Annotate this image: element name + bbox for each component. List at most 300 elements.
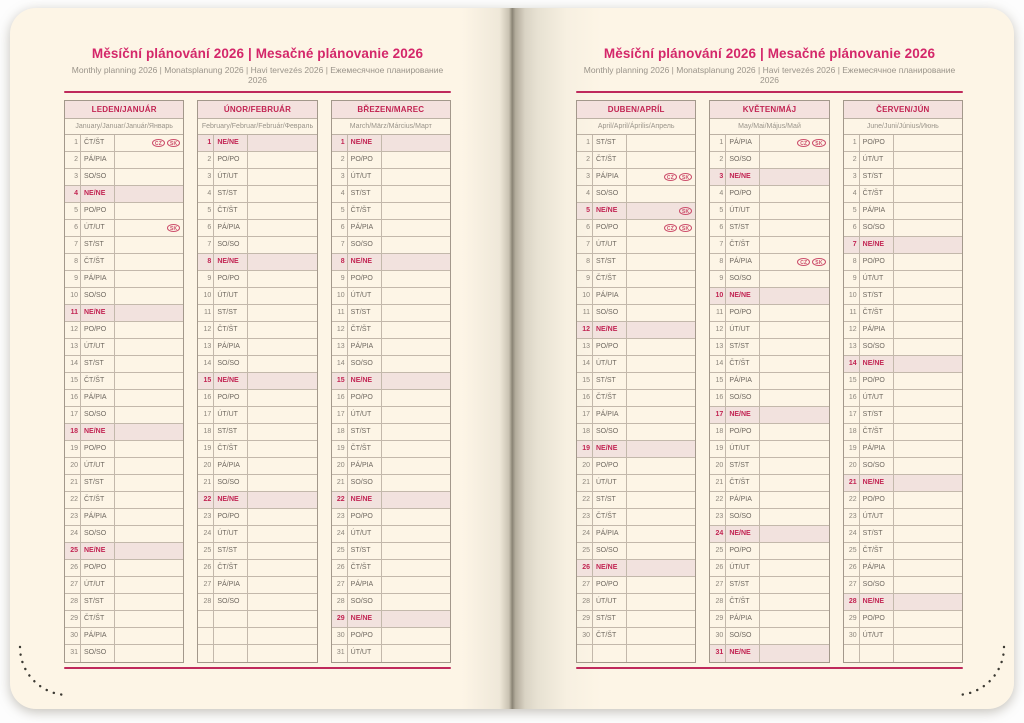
day-name: PÁ/PIA [593,526,627,542]
notes-cell [248,152,316,168]
day-row [710,373,828,390]
day-number: 12 [65,322,81,338]
day-number: 17 [577,407,593,423]
day-name: SO/SO [81,407,115,423]
month-name: ČERVEN/JÚN [844,101,962,119]
day-name: NE/NE [726,645,760,662]
day-name: SO/SO [860,220,894,236]
day-row [577,441,695,458]
day-name: ÚT/UT [348,288,382,304]
day-row [844,407,962,424]
notes-cell [627,407,695,423]
day-name: ČT/ŠT [593,271,627,287]
day-number: 13 [844,339,860,355]
day-number: 24 [710,526,726,542]
day-number: 19 [844,441,860,457]
day-row [65,526,183,543]
day-row [65,271,183,288]
day-name: SO/SO [348,594,382,610]
notes-cell [115,339,183,355]
day-number: 4 [844,186,860,202]
day-name: PO/PO [348,152,382,168]
day-name: PO/PO [860,492,894,508]
day-row [198,135,316,152]
day-row [710,322,828,339]
day-name: ČT/ŠT [214,203,248,219]
day-name: PÁ/PIA [860,560,894,576]
day-number: 30 [844,628,860,644]
day-name: PÁ/PIA [348,458,382,474]
day-row [844,135,962,152]
day-number: 30 [710,628,726,644]
day-name: ČT/ŠT [81,254,115,270]
notes-cell [115,526,183,542]
day-name: ČT/ŠT [214,560,248,576]
day-name: PO/PO [860,373,894,389]
day-name: SO/SO [593,186,627,202]
day-name: ST/ST [348,186,382,202]
day-name: SO/SO [214,356,248,372]
day-row [332,645,450,662]
day-row [198,645,316,662]
day-name: SO/SO [860,339,894,355]
holiday-badge-sk: SK [679,224,692,232]
notes-cell [760,305,828,321]
month-languages: May/Mai/Május/Май [710,119,828,135]
day-row [65,424,183,441]
day-row [65,543,183,560]
day-name: PÁ/PIA [214,577,248,593]
day-name: PO/PO [214,390,248,406]
notes-cell [115,288,183,304]
day-number: 28 [577,594,593,610]
notes-cell [894,611,962,627]
notes-cell [115,203,183,219]
notes-cell [248,543,316,559]
day-name: PO/PO [726,305,760,321]
notes-cell [248,169,316,185]
day-row [710,628,828,645]
month-languages: February/Februar/Február/Февраль [198,119,316,135]
day-number: 6 [198,220,214,236]
day-name: PO/PO [860,135,894,151]
day-name: NE/NE [348,611,382,627]
day-name: PÁ/PIA [726,611,760,627]
day-number: 16 [198,390,214,406]
day-row [65,288,183,305]
day-name: ST/ST [726,577,760,593]
day-number: 7 [844,237,860,253]
day-number: 11 [332,305,348,321]
month-column-4 [576,100,696,663]
day-name: PÁ/PIA [348,339,382,355]
day-number: 22 [198,492,214,508]
day-name: NE/NE [214,254,248,270]
notes-cell [115,645,183,662]
day-row [577,407,695,424]
day-name: NE/NE [214,492,248,508]
day-name: NE/NE [593,322,627,338]
day-name: ÚT/UT [348,407,382,423]
notes-cell [115,271,183,287]
day-row [844,611,962,628]
day-number: 19 [710,441,726,457]
day-number: 19 [577,441,593,457]
page-subtitle: Monthly planning 2026 | Monatsplanung 2026 | Havi tervezés 2026 | Ежемесячное планирование 2026 [583,65,956,85]
notes-cell [115,135,183,151]
day-row [710,526,828,543]
day-number: 8 [710,254,726,270]
notes-cell [382,543,450,559]
day-number: 2 [844,152,860,168]
day-name: SO/SO [726,628,760,644]
notes-cell [760,373,828,389]
day-row [577,254,695,271]
day-number: 7 [198,237,214,253]
day-name: ST/ST [214,424,248,440]
day-number: 1 [844,135,860,151]
day-row [198,322,316,339]
day-name: ČT/ŠT [81,373,115,389]
notes-cell [382,152,450,168]
day-row [65,237,183,254]
notes-cell [115,628,183,644]
day-row [332,628,450,645]
day-number: 21 [198,475,214,491]
day-name: ČT/ŠT [348,322,382,338]
day-number: 5 [844,203,860,219]
day-name: ÚT/UT [81,458,115,474]
day-number: 26 [577,560,593,576]
day-number: 6 [577,220,593,236]
day-name: NE/NE [81,424,115,440]
day-row [65,373,183,390]
day-row [710,458,828,475]
day-row [332,203,450,220]
day-number: 14 [332,356,348,372]
day-number: 3 [65,169,81,185]
day-number: 8 [332,254,348,270]
day-name: NE/NE [593,203,627,219]
day-number: 11 [577,305,593,321]
notes-cell [760,288,828,304]
day-name: ST/ST [214,186,248,202]
notes-cell [248,645,316,662]
day-number: 2 [577,152,593,168]
day-number: 22 [844,492,860,508]
notes-cell [627,152,695,168]
day-name: PO/PO [348,509,382,525]
holiday-badge-cz: CZ [152,139,165,147]
day-name: PO/PO [593,339,627,355]
day-row [577,526,695,543]
notes-cell [115,254,183,270]
day-row [710,135,828,152]
day-row [710,254,828,271]
notes-cell [248,458,316,474]
day-number: 17 [844,407,860,423]
day-number: 27 [710,577,726,593]
day-row [577,458,695,475]
day-name: NE/NE [81,186,115,202]
day-row [844,339,962,356]
day-name: ČT/ŠT [726,356,760,372]
day-name: PÁ/PIA [214,220,248,236]
day-name: PÁ/PIA [81,271,115,287]
notes-cell [248,611,316,627]
day-name: PO/PO [214,152,248,168]
notes-cell [627,543,695,559]
day-number: 28 [198,594,214,610]
notes-cell [115,305,183,321]
day-number: 16 [844,390,860,406]
day-number: 24 [65,526,81,542]
day-name: PO/PO [593,220,627,236]
day-number: 13 [710,339,726,355]
notes-cell [115,407,183,423]
notes-cell [115,390,183,406]
day-number: 6 [65,220,81,236]
day-name: ST/ST [348,305,382,321]
day-number: 30 [332,628,348,644]
day-row [198,203,316,220]
day-row [65,441,183,458]
day-row [844,458,962,475]
day-row [65,186,183,203]
notes-cell [760,220,828,236]
day-row [710,475,828,492]
day-number: 10 [710,288,726,304]
day-name: PO/PO [81,322,115,338]
day-number: 15 [65,373,81,389]
day-row [198,237,316,254]
day-number: 15 [577,373,593,389]
day-number: 10 [65,288,81,304]
notes-cell [894,339,962,355]
holiday-badge-cz: CZ [664,173,677,181]
notes-cell [382,271,450,287]
day-name: PO/PO [726,186,760,202]
notes-cell [760,135,828,151]
day-row [577,492,695,509]
day-row [577,203,695,220]
day-name: ST/ST [593,254,627,270]
notes-cell [894,135,962,151]
day-name: PÁ/PIA [860,441,894,457]
notes-cell [894,475,962,491]
day-row [65,152,183,169]
day-number: 25 [198,543,214,559]
notes-cell [894,390,962,406]
day-name: ČT/ŠT [81,135,115,151]
notes-cell [115,475,183,491]
day-row [198,305,316,322]
day-row [198,254,316,271]
day-number: 17 [198,407,214,423]
day-name: PÁ/PIA [593,169,627,185]
notes-cell [248,254,316,270]
day-row [65,203,183,220]
day-name: ST/ST [81,356,115,372]
notes-cell [382,220,450,236]
day-number: 5 [198,203,214,219]
day-row [198,407,316,424]
day-number: 20 [198,458,214,474]
day-name: ÚT/UT [81,220,115,236]
day-row [332,135,450,152]
month-column-1 [64,100,184,663]
day-row [844,424,962,441]
day-name: ČT/ŠT [860,424,894,440]
day-row [577,594,695,611]
day-row [710,560,828,577]
notes-cell [894,203,962,219]
day-row [198,492,316,509]
day-number: 22 [332,492,348,508]
day-number: 25 [65,543,81,559]
notes-cell [627,424,695,440]
day-row [577,271,695,288]
day-number: 31 [332,645,348,662]
month-column-5 [709,100,829,663]
day-row [65,577,183,594]
notes-cell [760,594,828,610]
day-name: ST/ST [593,135,627,151]
day-name: ČT/ŠT [593,509,627,525]
day-row [577,288,695,305]
day-number: 14 [65,356,81,372]
notes-cell [760,152,828,168]
day-row [710,203,828,220]
notes-cell [760,322,828,338]
day-row [198,441,316,458]
day-row [332,492,450,509]
day-row [710,424,828,441]
day-number: 20 [332,458,348,474]
day-name: PO/PO [860,611,894,627]
day-name: SO/SO [726,271,760,287]
day-name: NE/NE [860,475,894,491]
day-number: 9 [332,271,348,287]
page-title: Měsíční plánování 2026 | Mesačné plánovanie 2026 [91,46,424,61]
day-row [332,577,450,594]
day-number: 15 [710,373,726,389]
day-row [332,186,450,203]
month-name: BŘEZEN/MAREC [332,101,450,119]
day-name: ST/ST [860,407,894,423]
notes-cell [894,237,962,253]
day-name: NE/NE [726,407,760,423]
day-name: ÚT/UT [860,152,894,168]
day-number: 9 [844,271,860,287]
day-name: PO/PO [593,577,627,593]
day-number: 20 [65,458,81,474]
day-number: 29 [332,611,348,627]
notes-cell [760,424,828,440]
day-number: 2 [332,152,348,168]
day-row [577,186,695,203]
day-number: 17 [65,407,81,423]
day-number: 28 [65,594,81,610]
day-name: ÚT/UT [860,628,894,644]
month-days [65,135,183,662]
day-row [577,645,695,662]
day-number: 18 [844,424,860,440]
day-row [332,288,450,305]
day-number: 11 [198,305,214,321]
notes-cell [627,526,695,542]
month-days [577,135,695,662]
notes-cell [627,339,695,355]
day-row [65,628,183,645]
day-number: 26 [198,560,214,576]
day-number: 4 [198,186,214,202]
notes-cell [248,220,316,236]
day-number: 6 [710,220,726,236]
notes-cell [894,152,962,168]
months-grid-left [64,100,451,663]
day-number: 13 [65,339,81,355]
day-name: ČT/ŠT [214,441,248,457]
notes-cell [627,509,695,525]
day-row [577,373,695,390]
day-name: PÁ/PIA [593,288,627,304]
notes-cell [248,237,316,253]
day-row [332,441,450,458]
day-name: ÚT/UT [726,203,760,219]
notes-cell [894,492,962,508]
notes-cell [382,169,450,185]
notes-cell [248,628,316,644]
day-name: PÁ/PIA [214,458,248,474]
notes-cell [382,509,450,525]
notes-cell [627,458,695,474]
day-name [860,645,894,662]
day-number: 17 [332,407,348,423]
day-number: 1 [577,135,593,151]
day-number: 18 [198,424,214,440]
day-row [844,492,962,509]
notes-cell [248,424,316,440]
day-row [577,356,695,373]
day-name: PÁ/PIA [726,254,760,270]
day-row [198,594,316,611]
day-row [198,390,316,407]
notes-cell [894,254,962,270]
day-name: SO/SO [726,390,760,406]
day-number: 19 [198,441,214,457]
day-number: 17 [710,407,726,423]
day-number: 29 [710,611,726,627]
day-number: 21 [65,475,81,491]
day-row [577,560,695,577]
notes-cell [382,611,450,627]
day-number: 5 [577,203,593,219]
day-name: SO/SO [81,288,115,304]
month-name: DUBEN/APRÍL [577,101,695,119]
notes-cell [382,424,450,440]
day-row [332,271,450,288]
day-row [198,271,316,288]
day-row [65,305,183,322]
day-row [844,390,962,407]
day-name: PÁ/PIA [726,492,760,508]
day-name: NE/NE [348,373,382,389]
day-name: ČT/ŠT [348,441,382,457]
day-name: PO/PO [593,458,627,474]
notes-cell [627,203,695,219]
day-name: SO/SO [593,424,627,440]
